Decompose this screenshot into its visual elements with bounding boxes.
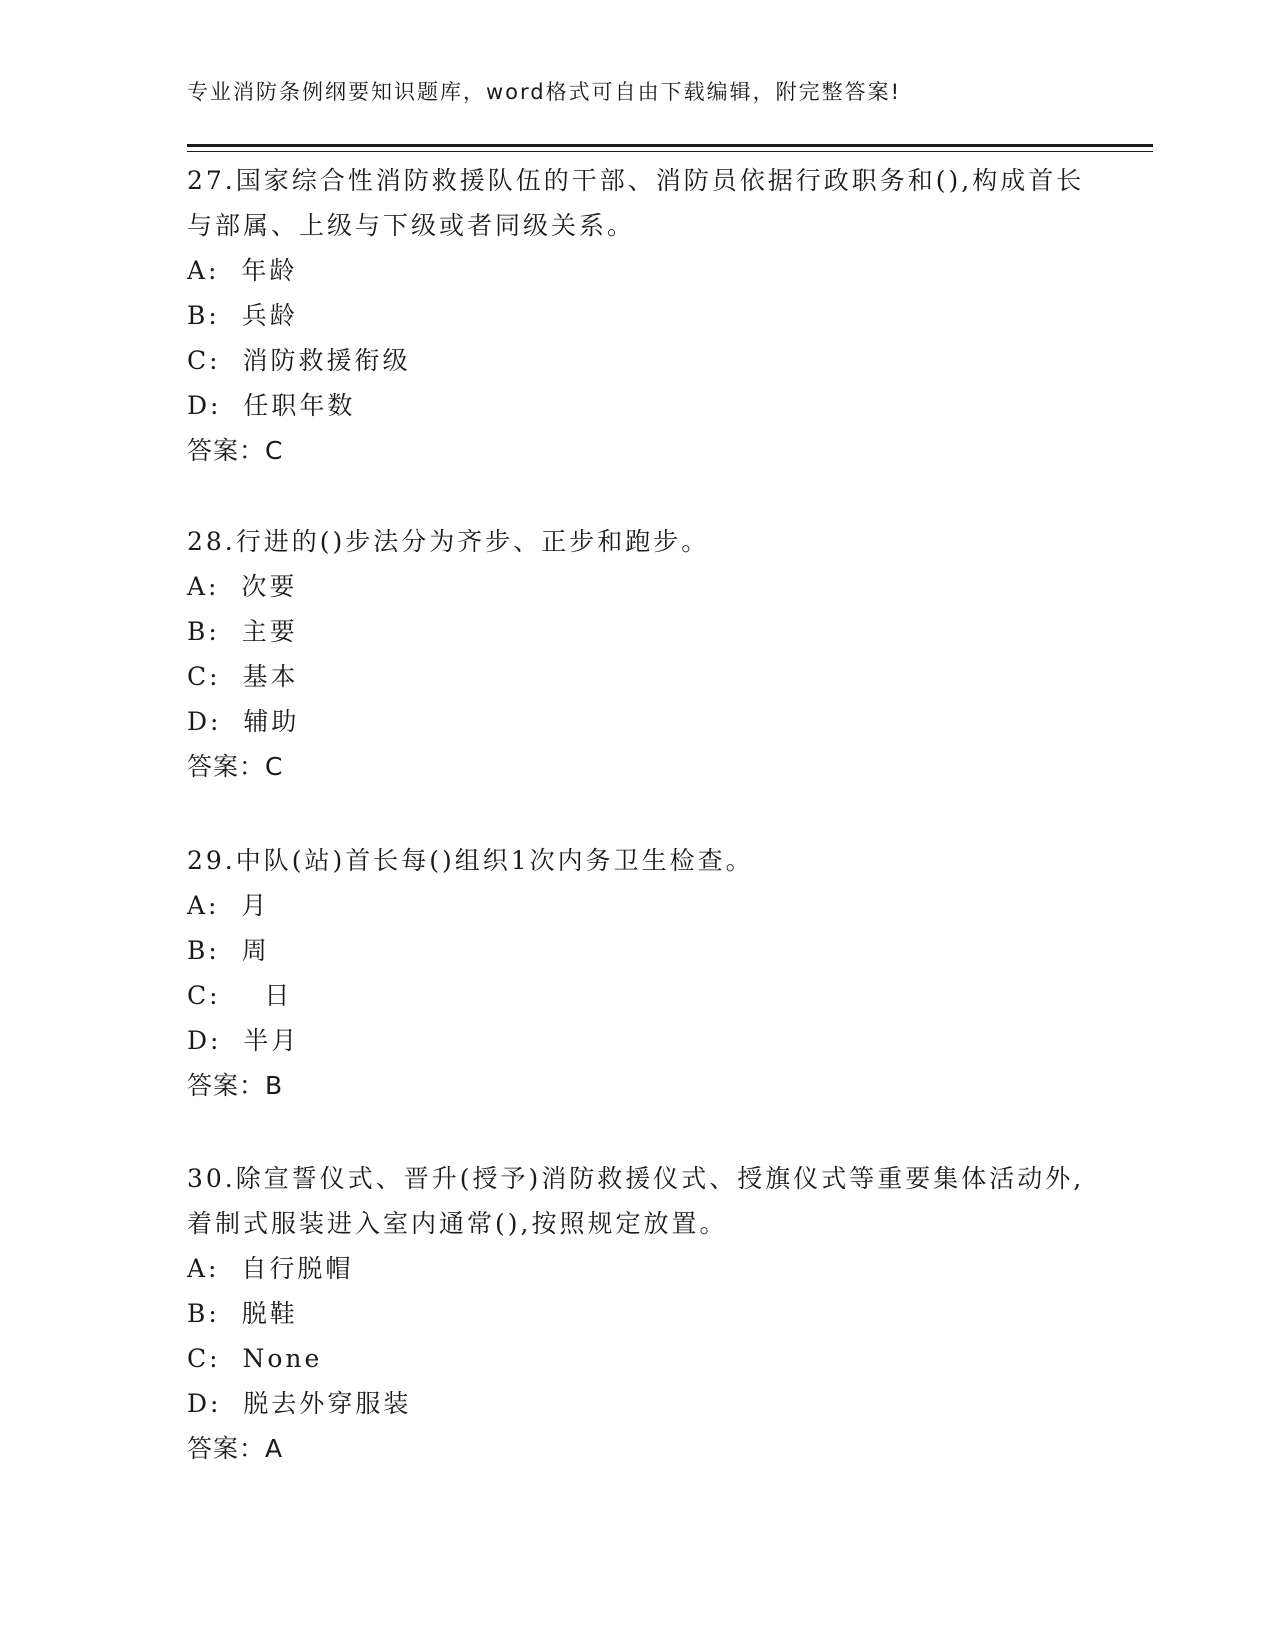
option-a: A: 自行脱帽 bbox=[187, 1254, 354, 1283]
question-30 bbox=[187, 1156, 1087, 1471]
question-29 bbox=[187, 838, 1087, 1108]
option-c: C: None bbox=[187, 1344, 323, 1373]
header-rule-thick bbox=[187, 144, 1153, 147]
option-d: D: 脱去外穿服装 bbox=[187, 1389, 412, 1418]
option-b: B: 兵龄 bbox=[187, 301, 298, 330]
answer: 答案：A bbox=[187, 1434, 284, 1463]
option-a: A: 次要 bbox=[187, 572, 298, 601]
option-d: D: 任职年数 bbox=[187, 391, 356, 420]
option-c: C: 日 bbox=[187, 981, 293, 1010]
page-header: 专业消防条例纲要知识题库，word格式可自由下载编辑，附完整答案! bbox=[187, 80, 902, 104]
question-text: 28.行进的()步法分为齐步、正步和跑步。 bbox=[187, 527, 710, 556]
option-b: B: 脱鞋 bbox=[187, 1299, 298, 1328]
option-d: D: 辅助 bbox=[187, 707, 300, 736]
question-28 bbox=[187, 519, 1087, 789]
question-text: 27.国家综合性消防救援队伍的干部、消防员依据行政职务和(),构成首长与部属、上级与下级或者同级关系。 bbox=[187, 166, 1085, 240]
option-a: A: 年龄 bbox=[187, 256, 298, 285]
question-27 bbox=[187, 158, 1087, 473]
option-c: C: 消防救援衔级 bbox=[187, 346, 411, 375]
answer: 答案：C bbox=[187, 752, 284, 781]
header-rule-thin bbox=[187, 151, 1153, 152]
answer: 答案：B bbox=[187, 1071, 284, 1100]
option-b: B: 周 bbox=[187, 936, 270, 965]
question-text: 30.除宣誓仪式、晋升(授予)消防救援仪式、授旗仪式等重要集体活动外,着制式服装进入室内通常(),按照规定放置。 bbox=[187, 1164, 1085, 1238]
option-c: C: 基本 bbox=[187, 662, 299, 691]
option-b: B: 主要 bbox=[187, 617, 298, 646]
option-d: D: 半月 bbox=[187, 1026, 300, 1055]
question-text: 29.中队(站)首长每()组织1次内务卫生检查。 bbox=[187, 846, 754, 875]
option-a: A: 月 bbox=[187, 891, 270, 920]
answer: 答案：C bbox=[187, 436, 284, 465]
